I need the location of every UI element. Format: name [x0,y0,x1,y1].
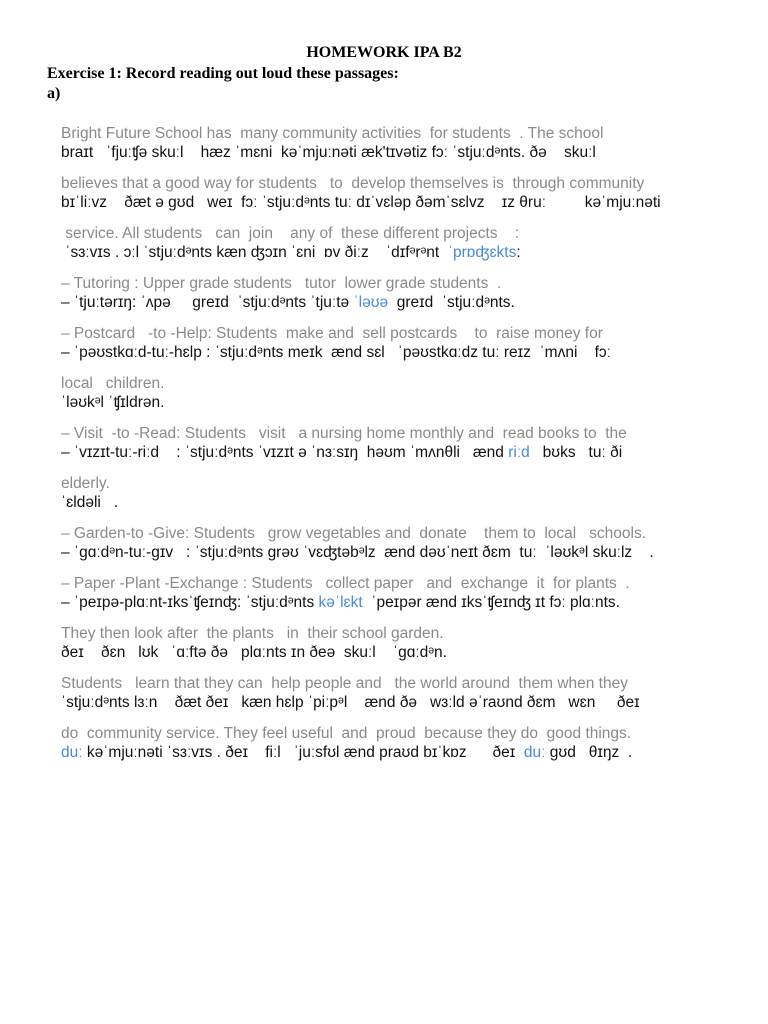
ipa-segment: ɡʊd θɪŋz . [545,744,633,761]
ipa-line [61,293,761,312]
english-line: – Tutoring : Upper grade students tutor lower grade students . [61,275,502,292]
ipa-segment: bʊks tuː ði [529,444,623,461]
passage-block [61,324,761,362]
passage-block [61,224,761,262]
ipa-line [61,743,761,762]
english-line: local children. [61,375,165,392]
ipa-line [61,693,761,712]
ipa-segment: – ˈvɪzɪt-tuː-riːd : ˈstjuːdᵊnts ˈvɪzɪt ə ˈnɜːsɪŋ həʊm ˈmʌnθli ænd [61,444,509,461]
passage-block [61,374,761,412]
english-line: elderly. [61,475,110,492]
part-label: a) [47,85,61,102]
ipa-line [61,143,761,162]
ipa-segment: – ˈtjuːtərɪŋ: ˈʌpə ɡreɪd ˈstjuːdᵊnts ˈtjuːtə [61,294,354,311]
english-line: do community service. They feel useful and proud because they do good things. [61,725,632,742]
passage-block [61,724,761,762]
english-line: believes that a good way for students to develop themselves is through community [61,175,645,192]
ipa-highlighted-word: riːd [508,444,530,461]
passage-block [61,674,761,712]
ipa-highlighted-word: kəˈlɛkt [318,594,363,611]
english-line: – Visit -to -Read: Students visit a nursing home monthly and read books to the [61,425,627,442]
ipa-segment: ðeɪ ðɛn lʊk ˈɑːftə ðə plɑːnts ɪn ðeə skuːl ˈɡɑːdᵊn. [61,644,447,661]
ipa-segment: ˈpeɪpər ænd ɪksˈʧeɪnʤ ɪt fɔː plɑːnts. [362,594,620,611]
ipa-segment: ˈləʊkᵊl ˈʧɪldrən. [61,394,165,411]
document-title: HOMEWORK IPA B2 [306,44,462,61]
english-line: – Garden-to -Give: Students grow vegetables and donate them to local schools. [61,525,647,542]
passage-block [61,424,761,462]
exercise-heading: Exercise 1: Record reading out loud these passages: [47,65,399,82]
ipa-highlighted-word: duː [61,744,83,761]
passage-block [61,174,761,212]
ipa-line [61,443,761,462]
english-line: They then look after the plants in their school garden. [61,625,444,642]
passage-block [61,524,761,562]
ipa-line [61,343,761,362]
ipa-segment: kəˈmjuːnəti ˈsɜːvɪs . ðeɪ fiːl ˈjuːsfʊl ænd praʊd bɪˈkɒz ðeɪ [82,744,524,761]
ipa-segment: ˈsɜːvɪs . ɔːl ˈstjuːdᵊnts kæn ʤɔɪn ˈɛni ɒv ðiːz ˈdɪfᵊrᵊnt [61,244,448,261]
passage-block [61,124,761,162]
passage-block [61,624,761,662]
passage-transcription [61,112,761,762]
english-line: service. All students can join any of these different projects : [61,225,520,242]
ipa-highlighted-word: ˈləʊə [353,294,389,311]
ipa-highlighted-word: duː [523,744,546,761]
ipa-segment: ˈstjuːdᵊnts lɜːn ðæt ðeɪ kæn hɛlp ˈpiːpᵊl ænd ðə wɜːld əˈraʊnd ðɛm wɛn ðeɪ [61,694,640,711]
english-line: Bright Future School has many community activities for students . The school [61,125,604,142]
ipa-segment: braɪt ˈfjuːʧə skuːl hæz ˈmɛni kəˈmjuːnəti æk'tɪvətiz fɔː ˈstjuːdᵊnts. ðə skuːl [61,144,596,161]
ipa-segment: – ˈpeɪpə-plɑːnt-ɪksˈʧeɪnʤ: ˈstjuːdᵊnts [61,594,319,611]
ipa-segment: – ˈpəʊstkɑːd-tuː-hɛlp : ˈstjuːdᵊnts meɪk ænd sɛl ˈpəʊstkɑːdz tuː reɪz ˈmʌni fɔː [61,344,611,361]
ipa-segment: ˈɛldəli . [61,494,119,511]
passage-block [61,274,761,312]
ipa-line [61,593,761,612]
passage-block [61,474,761,512]
ipa-line [61,543,761,562]
ipa-line [61,393,761,412]
ipa-line [61,493,761,512]
ipa-line [61,643,761,662]
english-line: Students learn that they can help people and the world around them when they [61,675,628,692]
ipa-segment: ɡreɪd ˈstjuːdᵊnts. [388,294,515,311]
ipa-segment: – ˈɡɑːdᵊn-tuː-ɡɪv : ˈstjuːdᵊnts ɡrəʊ ˈvɛʤtəbᵊlz ænd dəʊˈneɪt ðɛm tuː ˈləʊkᵊl skuːlz . [61,544,654,561]
ipa-line [61,193,761,212]
english-line: – Paper -Plant -Exchange : Students collect paper and exchange it for plants . [61,575,630,592]
ipa-segment: bɪˈliːvz ðæt ə ɡʊd weɪ fɔː ˈstjuːdᵊnts tuː dɪˈvɛləp ðəmˈsɛlvz ɪz θruː kəˈmjuːnəti [61,194,661,211]
ipa-segment: : [516,244,521,261]
passage-block [61,574,761,612]
ipa-line [61,243,761,262]
english-line: – Postcard -to -Help: Students make and sell postcards to raise money for [61,325,603,342]
ipa-highlighted-word: ˈprɒʤɛkts [447,244,517,261]
